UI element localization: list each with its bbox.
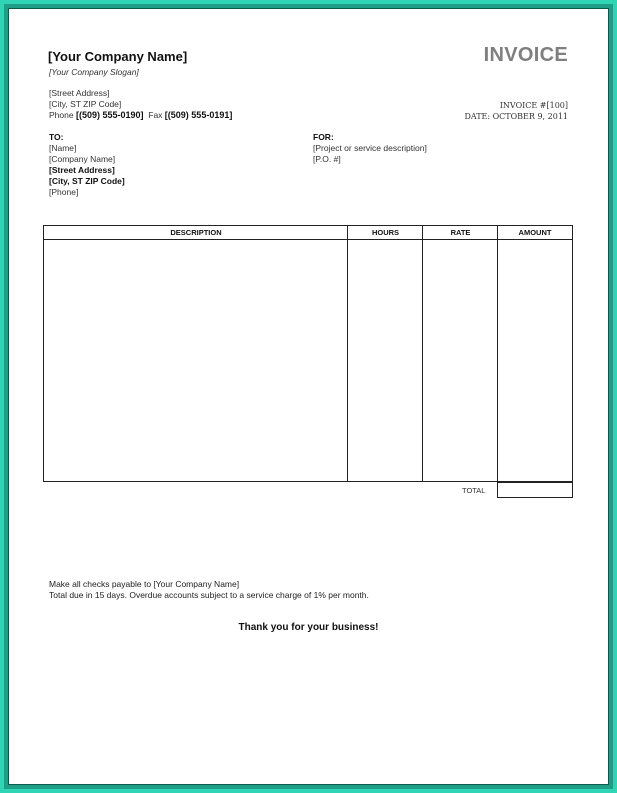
company-street: [Street Address] <box>49 88 110 98</box>
to-street: [Street Address] <box>49 165 115 175</box>
to-city: [City, ST ZIP Code] <box>49 176 125 186</box>
header-rate: RATE <box>423 226 498 240</box>
column-divider <box>497 226 498 481</box>
line-items-table <box>43 225 573 482</box>
to-label: TO: <box>49 132 64 142</box>
invoice-title: INVOICE <box>483 44 568 66</box>
fax-label: Fax <box>148 110 163 120</box>
company-phone: [(509) 555-0190] <box>75 110 144 120</box>
phone-label: Phone <box>49 110 74 120</box>
company-contact <box>49 110 232 120</box>
total-label: TOTAL <box>462 486 486 495</box>
payable-note: Make all checks payable to [Your Company Name] <box>49 579 240 589</box>
for-label: FOR: <box>313 132 334 142</box>
header-hours: HOURS <box>348 226 423 240</box>
header-description: DESCRIPTION <box>44 226 348 240</box>
for-po: [P.O. #] <box>313 154 341 164</box>
company-city: [City, ST ZIP Code] <box>49 99 122 109</box>
for-project: [Project or service description] <box>313 143 427 153</box>
invoice-number: INVOICE #[100] <box>499 101 568 110</box>
company-slogan: [Your Company Slogan] <box>49 67 139 77</box>
company-fax: [(509) 555-0191] <box>164 110 233 120</box>
to-phone: [Phone] <box>49 187 79 197</box>
to-company: [Company Name] <box>49 154 116 164</box>
thank-you-message: Thank you for your business! <box>238 622 379 633</box>
to-name: [Name] <box>49 143 77 153</box>
column-divider <box>347 226 348 481</box>
total-amount-box <box>497 482 573 498</box>
terms-note: Total due in 15 days. Overdue accounts subject to a service charge of 1% per month. <box>49 590 369 600</box>
header-amount: AMOUNT <box>498 226 572 240</box>
company-name: [Your Company Name] <box>48 49 188 64</box>
invoice-date: DATE: OCTOBER 9, 2011 <box>464 112 568 121</box>
column-divider <box>422 226 423 481</box>
